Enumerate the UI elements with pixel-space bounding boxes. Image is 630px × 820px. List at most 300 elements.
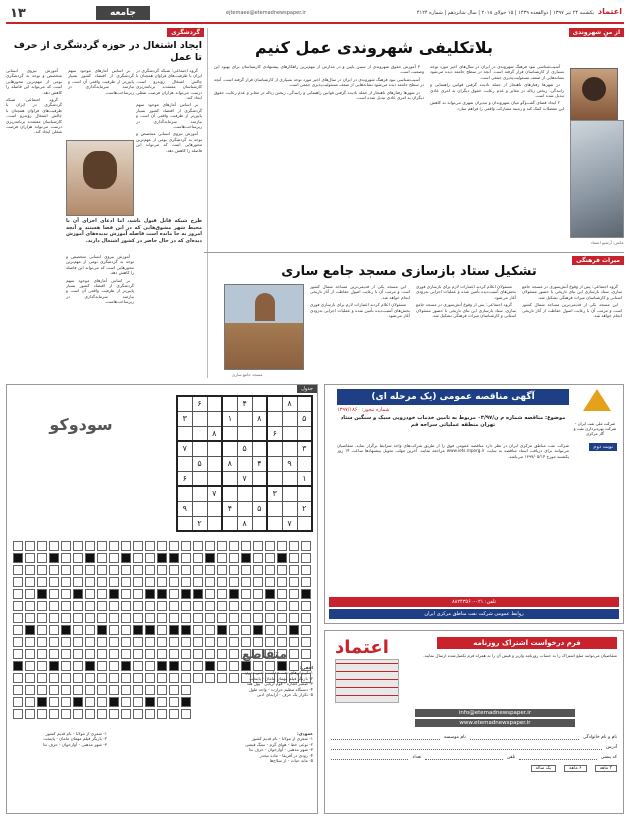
crossword-cell[interactable] (289, 565, 299, 575)
crossword-cell[interactable] (145, 649, 155, 659)
crossword-cell[interactable] (133, 613, 143, 623)
crossword-cell[interactable] (301, 553, 311, 563)
crossword-cell[interactable] (61, 637, 71, 647)
crossword-cell[interactable] (133, 601, 143, 611)
crossword-cell[interactable] (301, 613, 311, 623)
crossword-cell[interactable] (133, 577, 143, 587)
crossword-cell[interactable] (97, 709, 107, 719)
sudoku-cell[interactable]: ۶ (267, 426, 282, 441)
crossword-cell[interactable] (253, 553, 263, 563)
sudoku-cell[interactable] (297, 396, 312, 411)
crossword-cell[interactable] (13, 685, 23, 695)
sudoku-cell[interactable] (252, 426, 267, 441)
sudoku-cell[interactable] (282, 411, 297, 426)
crossword-cell[interactable] (61, 577, 71, 587)
sudoku-cell[interactable] (207, 501, 222, 516)
crossword-cell[interactable] (277, 625, 287, 635)
crossword-cell[interactable] (289, 577, 299, 587)
crossword-cell[interactable] (157, 553, 167, 563)
crossword-cell[interactable] (133, 625, 143, 635)
crossword-cell[interactable] (229, 637, 239, 647)
crossword-cell[interactable] (25, 553, 35, 563)
crossword-cell[interactable] (193, 553, 203, 563)
crossword-cell[interactable] (73, 709, 83, 719)
crossword-cell[interactable] (85, 685, 95, 695)
sudoku-cell[interactable] (207, 456, 222, 471)
crossword-cell[interactable] (277, 565, 287, 575)
crossword-cell[interactable] (157, 541, 167, 551)
crossword-cell[interactable] (61, 565, 71, 575)
crossword-cell[interactable] (73, 649, 83, 659)
sudoku-cell[interactable]: ۴ (237, 396, 252, 411)
crossword-cell[interactable] (73, 673, 83, 683)
crossword-cell[interactable] (49, 553, 59, 563)
crossword-cell[interactable] (253, 589, 263, 599)
crossword-cell[interactable] (37, 649, 47, 659)
crossword-cell[interactable] (73, 565, 83, 575)
crossword-cell[interactable] (169, 601, 179, 611)
sudoku-cell[interactable] (177, 486, 192, 501)
crossword-cell[interactable] (85, 673, 95, 683)
crossword-cell[interactable] (169, 565, 179, 575)
crossword-cell[interactable] (289, 613, 299, 623)
sudoku-cell[interactable] (297, 426, 312, 441)
crossword-cell[interactable] (145, 685, 155, 695)
sudoku-cell[interactable]: ۸ (237, 516, 252, 531)
sudoku-cell[interactable] (207, 441, 222, 456)
crossword-cell[interactable] (169, 661, 179, 671)
crossword-cell[interactable] (289, 649, 299, 659)
crossword-cell[interactable] (301, 565, 311, 575)
crossword-cell[interactable] (181, 637, 191, 647)
sudoku-cell[interactable]: ۳ (297, 441, 312, 456)
crossword-cell[interactable] (61, 661, 71, 671)
crossword-cell[interactable] (169, 649, 179, 659)
crossword-cell[interactable] (97, 697, 107, 707)
crossword-cell[interactable] (13, 673, 23, 683)
crossword-cell[interactable] (109, 625, 119, 635)
crossword-cell[interactable] (49, 613, 59, 623)
crossword-cell[interactable] (13, 601, 23, 611)
period-option[interactable]: ۳ ماهه (595, 765, 617, 772)
crossword-cell[interactable] (97, 673, 107, 683)
crossword-cell[interactable] (109, 673, 119, 683)
crossword-cell[interactable] (25, 541, 35, 551)
crossword-cell[interactable] (181, 577, 191, 587)
crossword-cell[interactable] (145, 709, 155, 719)
crossword-cell[interactable] (61, 685, 71, 695)
crossword-cell[interactable] (73, 589, 83, 599)
crossword-cell[interactable] (73, 553, 83, 563)
crossword-cell[interactable] (13, 541, 23, 551)
crossword-cell[interactable] (49, 541, 59, 551)
crossword-cell[interactable] (217, 589, 227, 599)
crossword-cell[interactable] (97, 577, 107, 587)
crossword-cell[interactable] (97, 541, 107, 551)
sudoku-cell[interactable]: ۱ (222, 411, 237, 426)
crossword-cell[interactable] (157, 637, 167, 647)
crossword-cell[interactable] (205, 577, 215, 587)
crossword-cell[interactable] (169, 709, 179, 719)
sudoku-cell[interactable]: ۹ (282, 456, 297, 471)
crossword-cell[interactable] (181, 613, 191, 623)
sudoku-cell[interactable] (192, 441, 207, 456)
crossword-cell[interactable] (85, 601, 95, 611)
crossword-cell[interactable] (265, 625, 275, 635)
sudoku-cell[interactable]: ۳ (177, 411, 192, 426)
crossword-cell[interactable] (37, 553, 47, 563)
crossword-cell[interactable] (25, 709, 35, 719)
crossword-cell[interactable] (121, 637, 131, 647)
crossword-cell[interactable] (37, 613, 47, 623)
crossword-cell[interactable] (193, 625, 203, 635)
crossword-cell[interactable] (85, 553, 95, 563)
crossword-cell[interactable] (157, 709, 167, 719)
crossword-cell[interactable] (301, 589, 311, 599)
field-input[interactable] (470, 735, 579, 740)
crossword-cell[interactable] (145, 553, 155, 563)
crossword-cell[interactable] (49, 589, 59, 599)
crossword-cell[interactable] (265, 637, 275, 647)
crossword-cell[interactable] (121, 673, 131, 683)
crossword-cell[interactable] (277, 589, 287, 599)
crossword-cell[interactable] (13, 577, 23, 587)
crossword-cell[interactable] (229, 613, 239, 623)
crossword-cell[interactable] (49, 649, 59, 659)
sudoku-cell[interactable]: ۷ (237, 471, 252, 486)
crossword-cell[interactable] (229, 553, 239, 563)
crossword-cell[interactable] (277, 553, 287, 563)
crossword-cell[interactable] (25, 685, 35, 695)
crossword-cell[interactable] (181, 625, 191, 635)
sudoku-cell[interactable]: ۶ (177, 471, 192, 486)
crossword-cell[interactable] (85, 661, 95, 671)
crossword-cell[interactable] (157, 625, 167, 635)
crossword-cell[interactable] (13, 553, 23, 563)
crossword-cell[interactable] (25, 613, 35, 623)
crossword-cell[interactable] (277, 601, 287, 611)
crossword-cell[interactable] (277, 541, 287, 551)
crossword-cell[interactable] (133, 697, 143, 707)
crossword-cell[interactable] (37, 637, 47, 647)
crossword-cell[interactable] (73, 661, 83, 671)
crossword-cell[interactable] (301, 625, 311, 635)
crossword-cell[interactable] (277, 637, 287, 647)
crossword-cell[interactable] (181, 709, 191, 719)
crossword-cell[interactable] (181, 541, 191, 551)
crossword-cell[interactable] (37, 541, 47, 551)
sudoku-cell[interactable] (207, 396, 222, 411)
crossword-cell[interactable] (241, 601, 251, 611)
subscription-site[interactable]: www.etemadnewspaper.ir (415, 719, 575, 727)
crossword-cell[interactable] (133, 649, 143, 659)
crossword-cell[interactable] (229, 541, 239, 551)
crossword-cell[interactable] (13, 565, 23, 575)
crossword-cell[interactable] (133, 709, 143, 719)
crossword-cell[interactable] (205, 541, 215, 551)
sudoku-cell[interactable] (192, 501, 207, 516)
crossword-cell[interactable] (85, 565, 95, 575)
sudoku-cell[interactable] (267, 516, 282, 531)
crossword-cell[interactable] (157, 697, 167, 707)
crossword-cell[interactable] (49, 709, 59, 719)
sudoku-cell[interactable]: ۶ (192, 396, 207, 411)
crossword-cell[interactable] (121, 649, 131, 659)
crossword-cell[interactable] (289, 541, 299, 551)
crossword-cell[interactable] (169, 541, 179, 551)
crossword-cell[interactable] (61, 613, 71, 623)
crossword-cell[interactable] (229, 589, 239, 599)
crossword-cell[interactable] (121, 553, 131, 563)
crossword-cell[interactable] (61, 589, 71, 599)
crossword-cell[interactable] (241, 625, 251, 635)
crossword-cell[interactable] (157, 589, 167, 599)
crossword-cell[interactable] (241, 577, 251, 587)
crossword-cell[interactable] (13, 709, 23, 719)
crossword-cell[interactable] (169, 697, 179, 707)
sudoku-cell[interactable] (192, 411, 207, 426)
sudoku-cell[interactable]: ۸ (252, 411, 267, 426)
crossword-cell[interactable] (193, 661, 203, 671)
crossword-cell[interactable] (97, 553, 107, 563)
sudoku-cell[interactable] (297, 486, 312, 501)
sudoku-cell[interactable] (267, 441, 282, 456)
crossword-cell[interactable] (169, 673, 179, 683)
crossword-cell[interactable] (277, 577, 287, 587)
crossword-cell[interactable] (205, 601, 215, 611)
crossword-cell[interactable] (157, 577, 167, 587)
sudoku-cell[interactable]: ۲ (297, 501, 312, 516)
crossword-cell[interactable] (169, 637, 179, 647)
sudoku-cell[interactable] (222, 396, 237, 411)
crossword-cell[interactable] (145, 565, 155, 575)
crossword-cell[interactable] (265, 541, 275, 551)
crossword-cell[interactable] (85, 709, 95, 719)
crossword-cell[interactable] (157, 613, 167, 623)
crossword-cell[interactable] (157, 673, 167, 683)
crossword-cell[interactable] (25, 577, 35, 587)
crossword-cell[interactable] (49, 577, 59, 587)
sudoku-cell[interactable] (177, 456, 192, 471)
crossword-cell[interactable] (109, 649, 119, 659)
sudoku-cell[interactable]: ۸ (222, 456, 237, 471)
period-option[interactable]: ۶ ماهه (564, 765, 586, 772)
crossword-cell[interactable] (277, 613, 287, 623)
crossword-cell[interactable] (37, 565, 47, 575)
crossword-grid-small[interactable] (143, 539, 313, 685)
crossword-cell[interactable] (97, 589, 107, 599)
sudoku-cell[interactable] (177, 426, 192, 441)
crossword-cell[interactable] (85, 577, 95, 587)
crossword-cell[interactable] (229, 649, 239, 659)
crossword-cell[interactable] (301, 637, 311, 647)
crossword-cell[interactable] (25, 649, 35, 659)
crossword-cell[interactable] (181, 601, 191, 611)
crossword-cell[interactable] (157, 661, 167, 671)
sudoku-cell[interactable] (282, 441, 297, 456)
field-input[interactable] (425, 755, 502, 760)
crossword-cell[interactable] (73, 601, 83, 611)
crossword-cell[interactable] (13, 697, 23, 707)
crossword-cell[interactable] (253, 541, 263, 551)
crossword-cell[interactable] (157, 565, 167, 575)
crossword-cell[interactable] (181, 565, 191, 575)
crossword-cell[interactable] (253, 601, 263, 611)
crossword-cell[interactable] (193, 637, 203, 647)
field-input[interactable] (331, 755, 408, 760)
crossword-cell[interactable] (49, 601, 59, 611)
crossword-cell[interactable] (25, 625, 35, 635)
crossword-cell[interactable] (133, 589, 143, 599)
crossword-cell[interactable] (205, 613, 215, 623)
crossword-cell[interactable] (97, 685, 107, 695)
crossword-cell[interactable] (205, 649, 215, 659)
crossword-cell[interactable] (49, 625, 59, 635)
crossword-cell[interactable] (145, 613, 155, 623)
crossword-cell[interactable] (97, 637, 107, 647)
subscription-email[interactable]: info@etemadnewspaper.ir (415, 709, 575, 717)
crossword-cell[interactable] (205, 553, 215, 563)
crossword-cell[interactable] (97, 661, 107, 671)
crossword-cell[interactable] (265, 589, 275, 599)
sudoku-cell[interactable]: ۸ (282, 396, 297, 411)
crossword-cell[interactable] (85, 649, 95, 659)
crossword-cell[interactable] (133, 637, 143, 647)
crossword-cell[interactable] (217, 637, 227, 647)
sudoku-cell[interactable] (267, 456, 282, 471)
sudoku-cell[interactable] (222, 516, 237, 531)
crossword-cell[interactable] (301, 541, 311, 551)
sudoku-cell[interactable] (192, 486, 207, 501)
crossword-cell[interactable] (241, 541, 251, 551)
crossword-cell[interactable] (13, 637, 23, 647)
crossword-cell[interactable] (97, 625, 107, 635)
crossword-cell[interactable] (97, 565, 107, 575)
crossword-cell[interactable] (181, 685, 191, 695)
crossword-cell[interactable] (37, 685, 47, 695)
crossword-cell[interactable] (73, 625, 83, 635)
crossword-cell[interactable] (241, 553, 251, 563)
crossword-cell[interactable] (181, 649, 191, 659)
crossword-cell[interactable] (97, 649, 107, 659)
crossword-cell[interactable] (85, 637, 95, 647)
crossword-cell[interactable] (85, 625, 95, 635)
crossword-cell[interactable] (25, 637, 35, 647)
crossword-cell[interactable] (253, 577, 263, 587)
field-input[interactable] (331, 735, 440, 740)
crossword-cell[interactable] (301, 577, 311, 587)
crossword-cell[interactable] (73, 637, 83, 647)
sudoku-cell[interactable] (252, 486, 267, 501)
crossword-cell[interactable] (157, 649, 167, 659)
sudoku-cell[interactable] (207, 411, 222, 426)
crossword-cell[interactable] (205, 565, 215, 575)
crossword-cell[interactable] (217, 649, 227, 659)
crossword-cell[interactable] (121, 613, 131, 623)
crossword-cell[interactable] (133, 541, 143, 551)
crossword-cell[interactable] (61, 541, 71, 551)
crossword-cell[interactable] (85, 589, 95, 599)
period-option[interactable]: یک ساله (531, 765, 557, 772)
sudoku-cell[interactable] (252, 396, 267, 411)
crossword-cell[interactable] (145, 601, 155, 611)
crossword-cell[interactable] (193, 565, 203, 575)
crossword-cell[interactable] (37, 577, 47, 587)
crossword-cell[interactable] (229, 565, 239, 575)
field-input[interactable] (331, 745, 602, 750)
crossword-cell[interactable] (109, 613, 119, 623)
crossword-cell[interactable] (85, 697, 95, 707)
sudoku-cell[interactable] (282, 471, 297, 486)
sudoku-cell[interactable]: ۲ (192, 516, 207, 531)
crossword-cell[interactable] (181, 673, 191, 683)
sudoku-cell[interactable]: ۴ (252, 456, 267, 471)
sudoku-cell[interactable]: ۸ (207, 426, 222, 441)
crossword-cell[interactable] (181, 553, 191, 563)
crossword-cell[interactable] (205, 589, 215, 599)
crossword-cell[interactable] (37, 601, 47, 611)
crossword-cell[interactable] (253, 637, 263, 647)
crossword-cell[interactable] (37, 625, 47, 635)
crossword-cell[interactable] (13, 649, 23, 659)
sudoku-cell[interactable] (207, 471, 222, 486)
crossword-cell[interactable] (109, 661, 119, 671)
crossword-cell[interactable] (145, 541, 155, 551)
sudoku-cell[interactable] (237, 426, 252, 441)
crossword-cell[interactable] (37, 661, 47, 671)
sudoku-cell[interactable]: ۳ (267, 486, 282, 501)
crossword-cell[interactable] (73, 577, 83, 587)
crossword-cell[interactable] (193, 541, 203, 551)
crossword-cell[interactable] (169, 553, 179, 563)
sudoku-cell[interactable]: ۷ (282, 516, 297, 531)
crossword-cell[interactable] (217, 613, 227, 623)
sudoku-cell[interactable] (282, 486, 297, 501)
crossword-cell[interactable] (145, 637, 155, 647)
crossword-cell[interactable] (169, 613, 179, 623)
crossword-cell[interactable] (229, 601, 239, 611)
crossword-cell[interactable] (25, 589, 35, 599)
crossword-cell[interactable] (133, 673, 143, 683)
crossword-cell[interactable] (169, 685, 179, 695)
sudoku-cell[interactable] (237, 456, 252, 471)
sudoku-cell[interactable]: ۱ (297, 471, 312, 486)
crossword-cell[interactable] (181, 661, 191, 671)
sudoku-cell[interactable] (252, 516, 267, 531)
crossword-cell[interactable] (109, 589, 119, 599)
sudoku-cell[interactable] (252, 441, 267, 456)
crossword-cell[interactable] (205, 637, 215, 647)
crossword-cell[interactable] (13, 613, 23, 623)
crossword-cell[interactable] (133, 661, 143, 671)
crossword-cell[interactable] (181, 697, 191, 707)
crossword-cell[interactable] (289, 589, 299, 599)
crossword-cell[interactable] (289, 553, 299, 563)
crossword-cell[interactable] (61, 553, 71, 563)
crossword-cell[interactable] (61, 697, 71, 707)
crossword-cell[interactable] (109, 553, 119, 563)
sudoku-cell[interactable]: ۹ (177, 501, 192, 516)
crossword-cell[interactable] (193, 613, 203, 623)
crossword-cell[interactable] (49, 637, 59, 647)
crossword-cell[interactable] (37, 709, 47, 719)
crossword-cell[interactable] (133, 565, 143, 575)
crossword-cell[interactable] (121, 661, 131, 671)
crossword-cell[interactable] (25, 673, 35, 683)
crossword-cell[interactable] (301, 601, 311, 611)
crossword-cell[interactable] (73, 613, 83, 623)
crossword-cell[interactable] (241, 589, 251, 599)
